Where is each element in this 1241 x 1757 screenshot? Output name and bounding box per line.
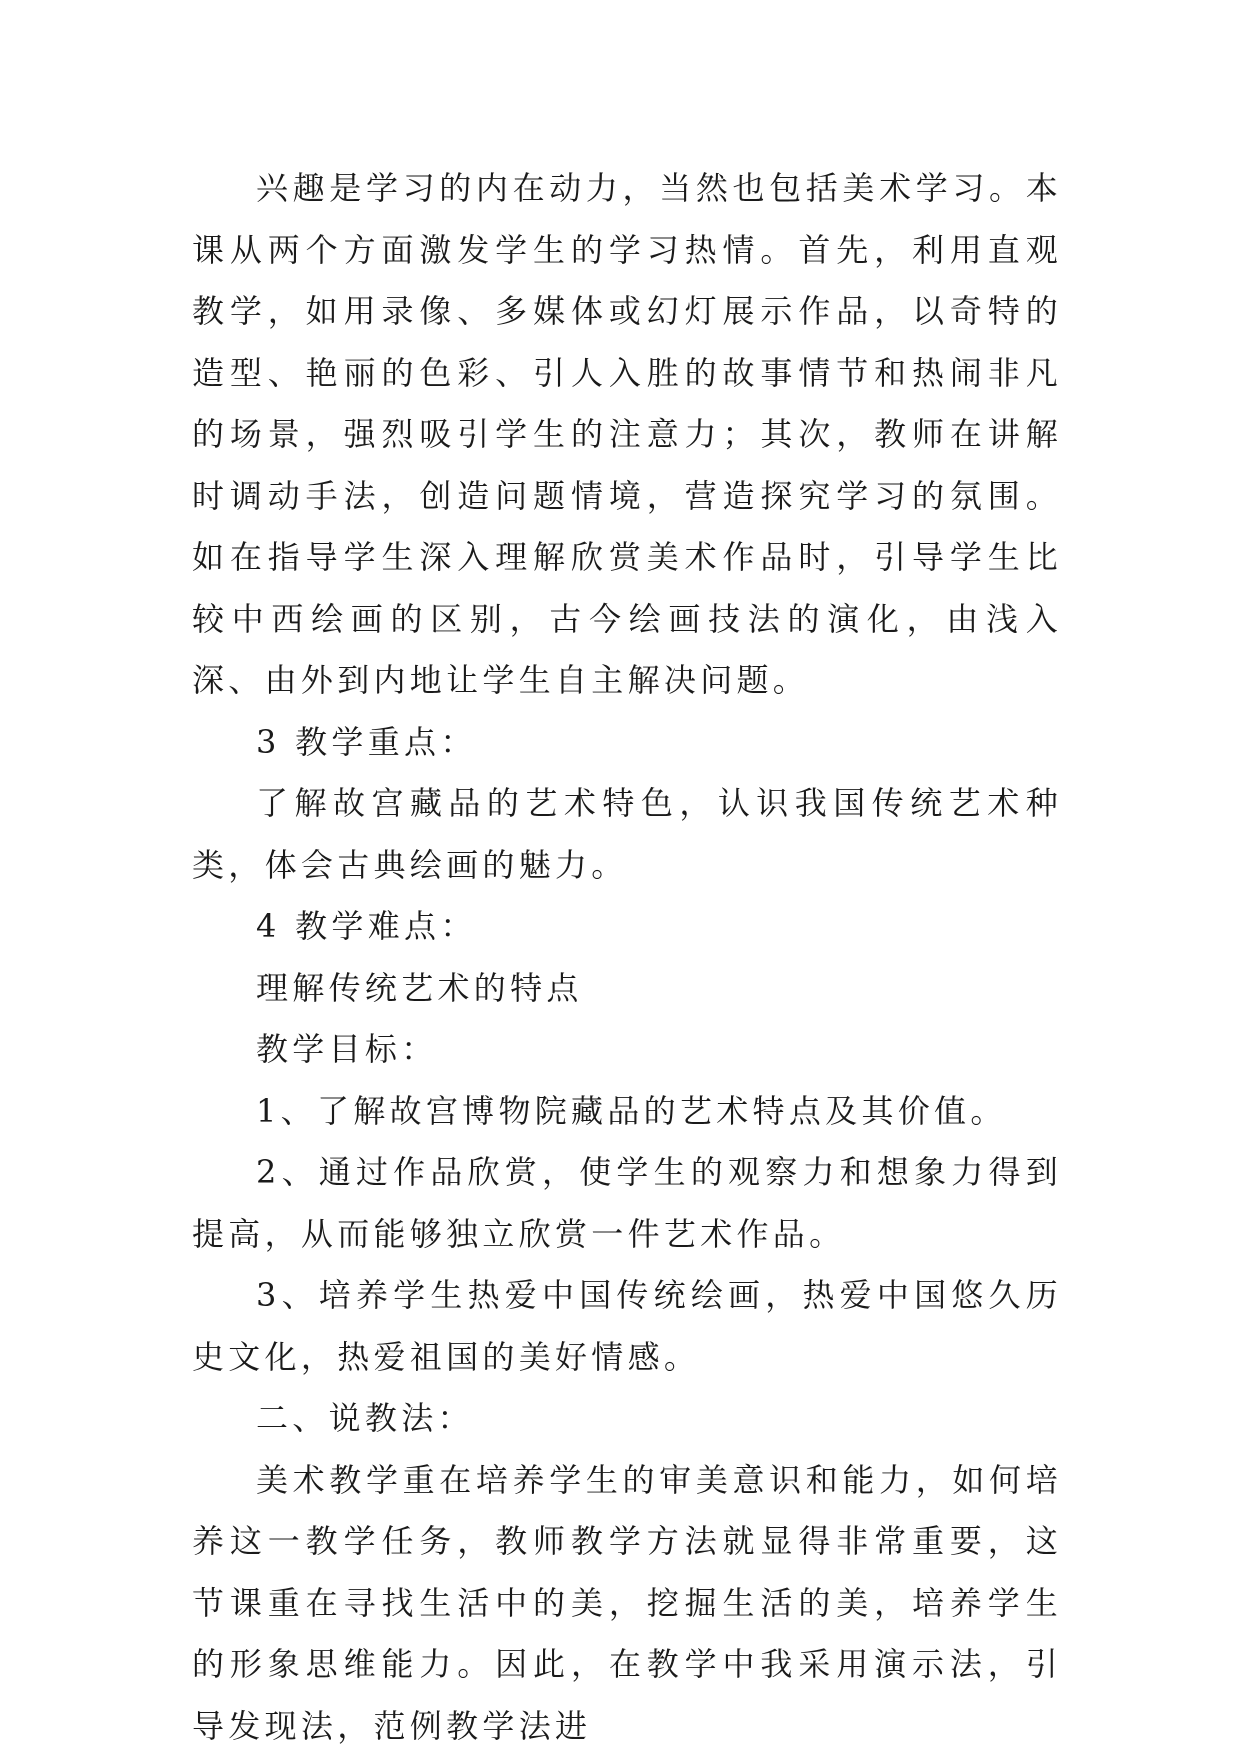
heading-teaching-methods: 二、说教法：	[192, 1388, 1062, 1450]
paragraph-teaching-methods: 美术教学重在培养学生的审美意识和能力，如何培养这一教学任务，教师教学方法就显得非常重要，这节课重在寻找生活中的美，挖掘生活的美，培养学生的形象思维能力。因此，在教学中我采用演示法，引导发现法，范例教学法进	[192, 1450, 1062, 1757]
objective-item-1: 1、了解故宫博物院藏品的艺术特点及其价值。	[192, 1081, 1062, 1143]
paragraph-key-points: 了解故宫藏品的艺术特色，认识我国传统艺术种类，体会古典绘画的魅力。	[192, 773, 1062, 896]
heading-teaching-key-points: 3 教学重点：	[192, 712, 1062, 774]
objective-item-2: 2、通过作品欣赏，使学生的观察力和想象力得到提高，从而能够独立欣赏一件艺术作品。	[192, 1142, 1062, 1265]
document-body	[192, 158, 1062, 1757]
paragraph-difficulties: 理解传统艺术的特点	[192, 958, 1062, 1020]
heading-teaching-objectives: 教学目标：	[192, 1019, 1062, 1081]
paragraph-interest-motivation: 兴趣是学习的内在动力，当然也包括美术学习。本课从两个方面激发学生的学习热情。首先，利用直观教学，如用录像、多媒体或幻灯展示作品，以奇特的造型、艳丽的色彩、引人入胜的故事情节和热闹非凡的场景，强烈吸引学生的注意力；其次，教师在讲解时调动手法，创造问题情境，营造探究学习的氛围。如在指导学生深入理解欣赏美术作品时，引导学生比较中西绘画的区别，古今绘画技法的演化，由浅入深、由外到内地让学生自主解决问题。	[192, 158, 1062, 712]
heading-teaching-difficulties: 4 教学难点：	[192, 896, 1062, 958]
objective-item-3: 3、培养学生热爱中国传统绘画，热爱中国悠久历史文化，热爱祖国的美好情感。	[192, 1265, 1062, 1388]
